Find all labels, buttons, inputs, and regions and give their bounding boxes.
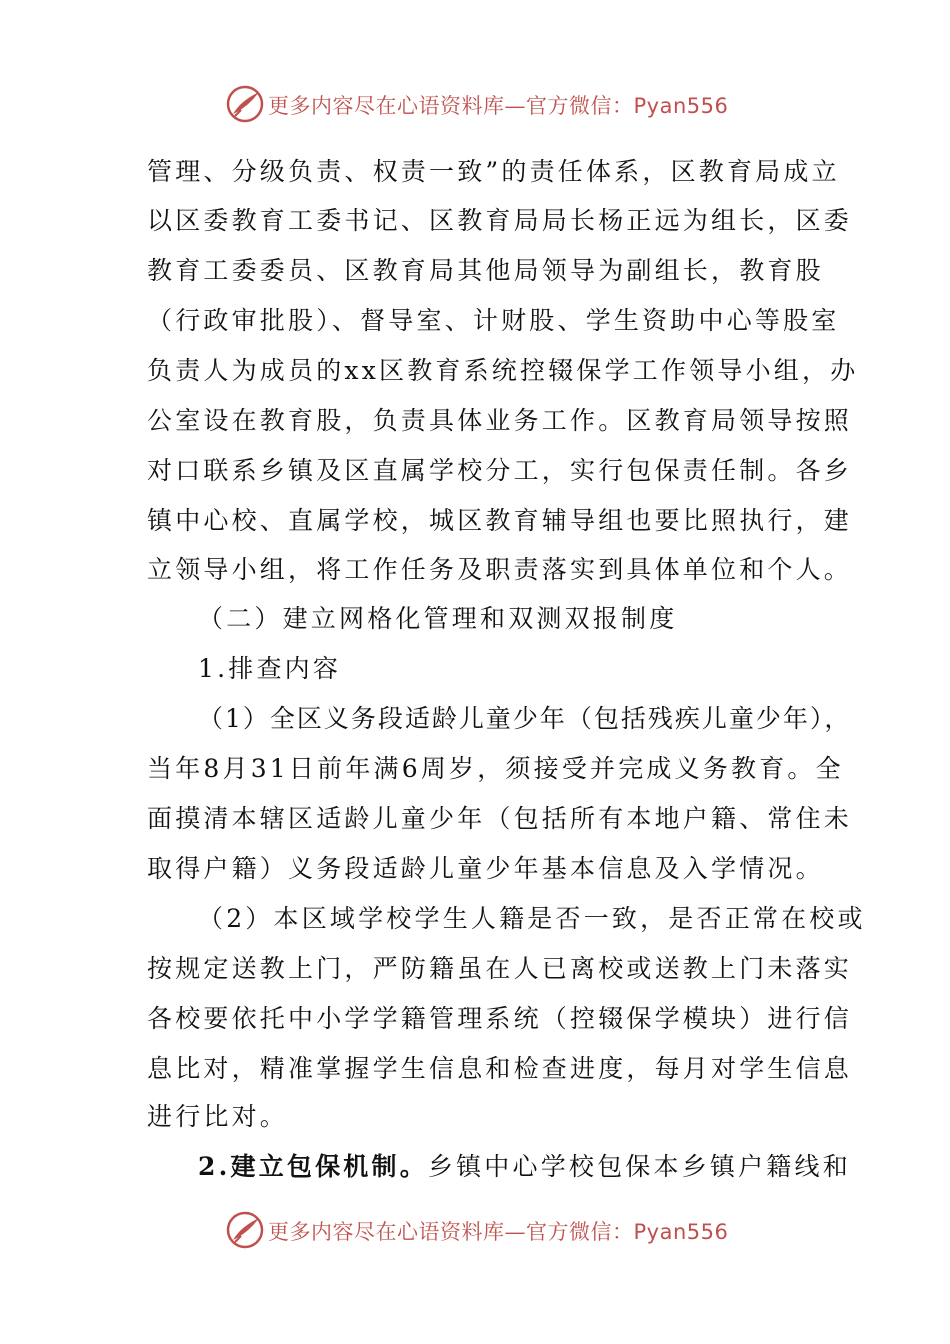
paragraph-line: （1）全区义务段适龄儿童少年（包括残疾儿童少年）， [198,704,852,733]
paragraph-line: 教育工委委员、区教育局其他局领导为副组长，教育股 [147,256,824,285]
quill-logo-icon [225,1210,265,1250]
bold-heading: 2.建立包保机制。 [198,1152,428,1181]
paragraph-line: 按规定送教上门，严防籍虽在人已离校或送教上门未落实 [147,954,853,983]
paragraph-line: 当年8月31日前年满6周岁，须接受并完成义务教育。全 [147,754,844,783]
paragraph-line: 负责人为成员的xx区教育系统控辍保学工作领导小组，办 [147,356,859,385]
paragraph-line: 立领导小组，将工作任务及职责落实到具体单位和个人。 [147,555,853,584]
paragraph-text: 乡镇中心学校包保本乡镇户籍线和 [427,1152,851,1181]
paragraph-line: 取得户籍）义务段适龄儿童少年基本信息及入学情况。 [147,854,824,883]
paragraph-line: （2）本区域学校学生人籍是否一致，是否正常在校或 [198,904,866,933]
paragraph-line: 息比对，精准掌握学生信息和检查进度，每月对学生信息 [147,1054,853,1083]
paragraph-line: （行政审批股）、督导室、计财股、学生资助中心等股室 [147,306,840,335]
paragraph-line: 管理、分级负责、权责一致”的责任体系，区教育局成立 [147,157,840,186]
paragraph-line: 以区委教育工委书记、区教育局局长杨正远为组长，区委 [147,206,853,235]
paragraph-line: 进行比对。 [147,1102,289,1131]
footer-watermark [0,1208,950,1252]
watermark-text: 更多内容尽在心语资料库—官方微信：Pyan556 [268,94,729,118]
section-heading: （二）建立网格化管理和双测双报制度 [198,604,678,633]
paragraph-line: 对口联系乡镇及区直属学校分工，实行包保责任制。各乡 [147,456,853,485]
subsection-heading: 1.排查内容 [198,654,342,683]
watermark-text: 更多内容尽在心语资料库—官方微信：Pyan556 [268,1220,729,1244]
paragraph-line: 镇中心校、直属学校，城区教育辅导组也要比照执行，建 [147,506,853,535]
paragraph-line: 公室设在教育股，负责具体业务工作。区教育局领导按照 [147,406,853,435]
header-watermark [0,82,950,126]
paragraph-line: 面摸清本辖区适龄儿童少年（包括所有本地户籍、常住未 [147,804,853,833]
paragraph-line [198,1152,851,1182]
paragraph-line: 各校要依托中小学学籍管理系统（控辍保学模块）进行信 [147,1004,853,1033]
quill-logo-icon [225,84,265,124]
